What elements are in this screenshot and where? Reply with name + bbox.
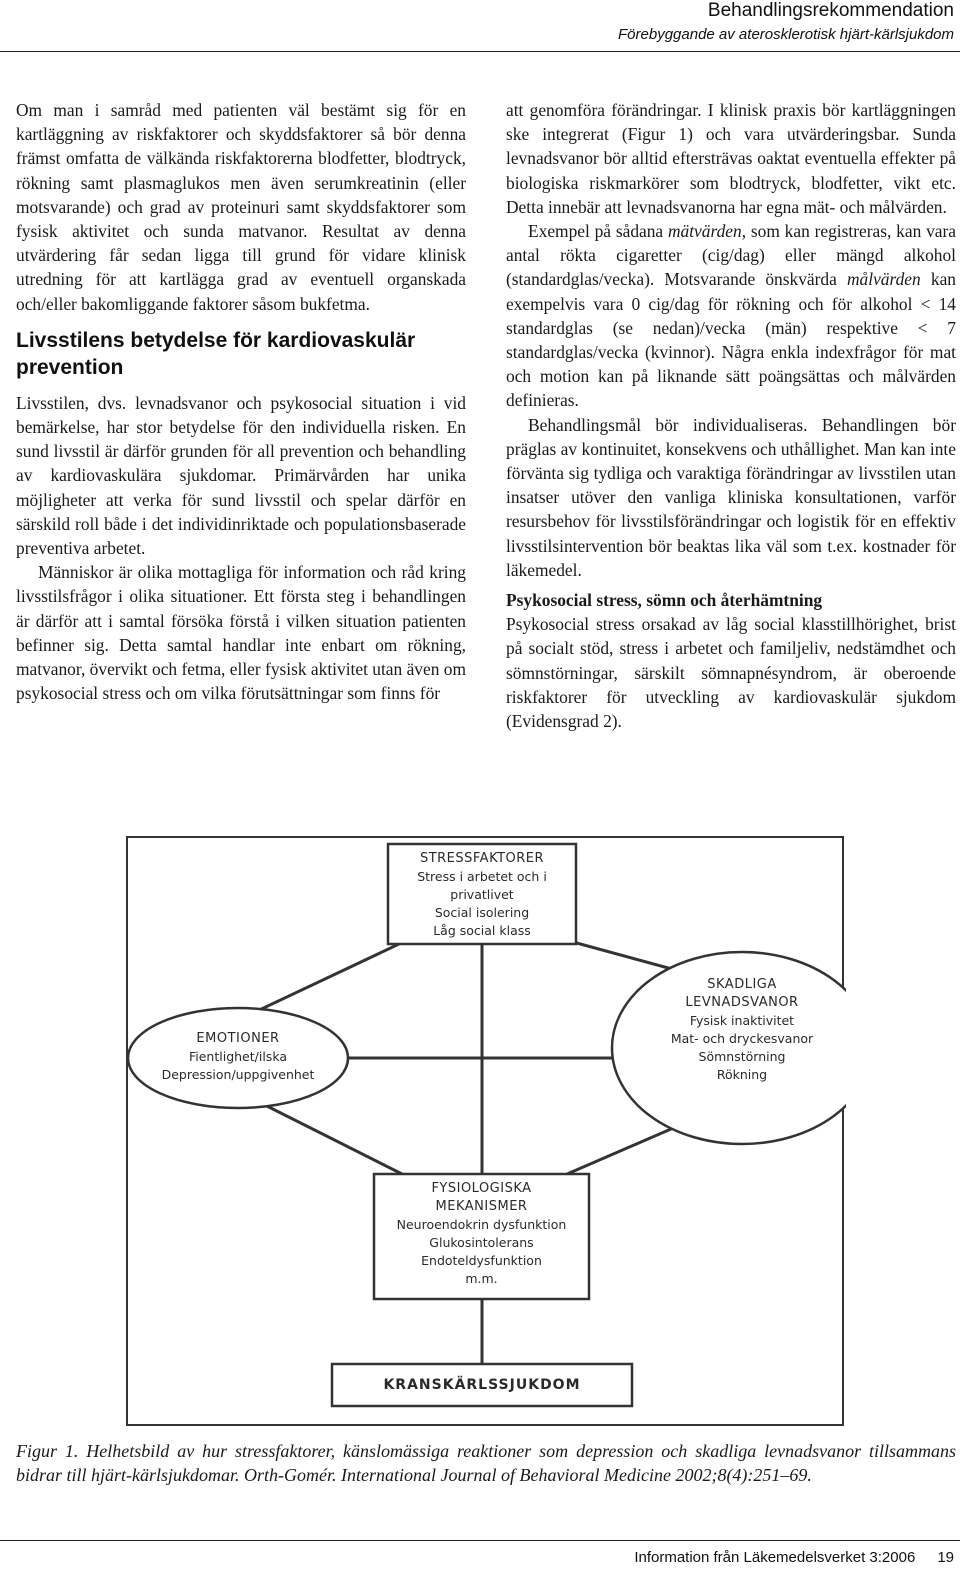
outcome-node: KRANSKÄRLSSJUKDOM [383,1377,581,1393]
term-malvarden: målvärden [846,269,921,290]
section-heading-stress: Psykosocial stress, sömn och återhämtning [506,590,823,611]
left-column [16,98,466,705]
physio-title-2: MEKANISMER [435,1199,528,1214]
link-emotions-physio [251,1098,416,1181]
habits-title-1: SKADLIGA [707,977,777,992]
figure-1-diagram [126,836,846,1428]
stress-node: STRESSFAKTORER Stress i arbetet och i privatlivet Social isolering Låg social klass [388,850,576,940]
figure-caption: Figur 1. Helhetsbild av hur stressfaktorer, känslomässiga reaktioner som depression och skadliga levnadsvanor tillsammans bidrar till hjärt-kärlsjukdomar. Orth-Gomér. International Journal of Behavioral Medicine 2002;8(4):251–69. [16,1441,956,1485]
left-paragraph-1: Om man i samråd med patienten väl bestämt sig för en kartläggning av riskfaktorer och skyddsfaktorer så bör denna främst omfatta de välkända riskfaktorerna blodfetter, blodtryck, rökning samt plasmaglukos men även serumkreatinin (eller motsvarande) och grad av proteinuri samt skyddsfaktorer som fysisk aktivitet och sunda matvanor. Resultat av denna utvärdering får sedan ligga till grund för vidare klinisk utredning för att kartlägga grad av eventuell organskada och/eller bakomliggande faktorer såsom bukfetma. [16,100,466,314]
running-header-title: Behandlingsrekommendation [707,0,954,21]
footer-publication: Information från Läkemedelsverket 3:2006 [634,1549,916,1566]
running-header-subtitle: Förebyggande av aterosklerotisk hjärt-kärlsjukdom [618,26,954,43]
right-paragraph-3: Behandlingsmål bör individualiseras. Behandlingen bör präglas av kontinuitet, konsekvens och uthållighet. Man kan inte förvänta sig tydliga och varaktiga förändringar av livsstilen utan insatser utöver den vanliga kliniska konsultationen, varför resursbehov för livsstilsförändringar och logistik för en effektiv livsstilsintervention bör beaktas lika väl som t.ex. kostnader för läkemedel. [506,414,956,580]
physio-node: FYSIOLOGISKA MEKANISMER Neuroendokrin dysfunktion Glukosintolerans Endoteldysfunktion m.m. [374,1180,589,1288]
footer [634,1549,954,1566]
right-paragraph-2: Exempel på sådana mätvärden, som kan registreras, kan vara antal rökta cigaretter (cig/dag) eller mängd alkohol (standardglas/vecka). Motsvarande önskvärda målvärden kan exempelvis vara 0 cig/dag för rökning och för alkohol < 14 standardglas (se nedan)/vecka (män) respektive < 7 standardglas/vecka (kvinnor). Några enkla indexfrågor för mat och motion kan på liknande sätt poängsättas och målvärden definieras. [506,221,956,411]
right-paragraph-4: Psykosocial stress orsakad av låg social klasstillhörighet, brist på socialt stöd, stress i arbetet och familjeliv, nedstämdhet och sömnstörningar, särskilt sömnapnésyndrom, är oberoende riskfaktorer för utveckling av kardiovaskulär sjukdom (Evidensgrad 2). [506,614,956,732]
emotions-title: EMOTIONER [196,1031,280,1046]
page-number: 19 [937,1549,954,1566]
habits-node: SKADLIGA LEVNADSVANOR Fysisk inaktivitet Mat- och dryckesvanor Sömnstörning Rökning [632,976,852,1084]
header-rule [0,51,960,52]
physio-title-1: FYSIOLOGISKA [431,1181,532,1196]
left-paragraph-3: Människor är olika mottagliga för information och råd kring livsstilsfrågor i olika situationer. Ett första steg i behandlingen är därför att i samtal försöka förstå i vilken situation patienten befinner sig. Detta samtal handlar inte enbart om rökning, matvanor, övervikt och fetma, eller fysisk aktivitet utan även om psykosocial stress och om vilka förutsättningar som finns för [16,562,466,704]
stress-title: STRESSFAKTORER [419,851,545,866]
habits-title-2: LEVNADSVANOR [685,995,799,1010]
section-heading-lifestyle: Livsstilens betydelse för kardiovaskulär prevention [16,328,416,379]
footer-rule [0,1540,960,1541]
emotions-node: EMOTIONER Fientlighet/ilska Depression/uppgivenhet [128,1030,348,1084]
right-paragraph-1: att genomföra förändringar. I klinisk praxis bör kartläggningen ske integrerat (Figur 1) och vara utvärderingsbar. Sunda levnadsvanor bör alltid eftersträvas oaktat eventuella effekter på biologiska riskmarkörer som blodtryck, blodfetter, vikt etc. Detta innebär att levnadsvanorna har egna mät- och målvärden. [506,100,956,217]
right-column [506,98,956,733]
left-paragraph-2: Livsstilen, dvs. levnadsvanor och psykosocial situation i vid bemärkelse, har stor betydelse för den individuella risken. En sund livsstil är därför grunden för all prevention och behandling av kardiovaskulära sjukdomar. Primärvården har unika möjligheter att verka för sund livsstil och spelar därför en särskild roll både i det individinriktade och populationsbaserade preventiva arbetet. [16,392,466,559]
term-matvarden: mätvärden [667,221,742,242]
